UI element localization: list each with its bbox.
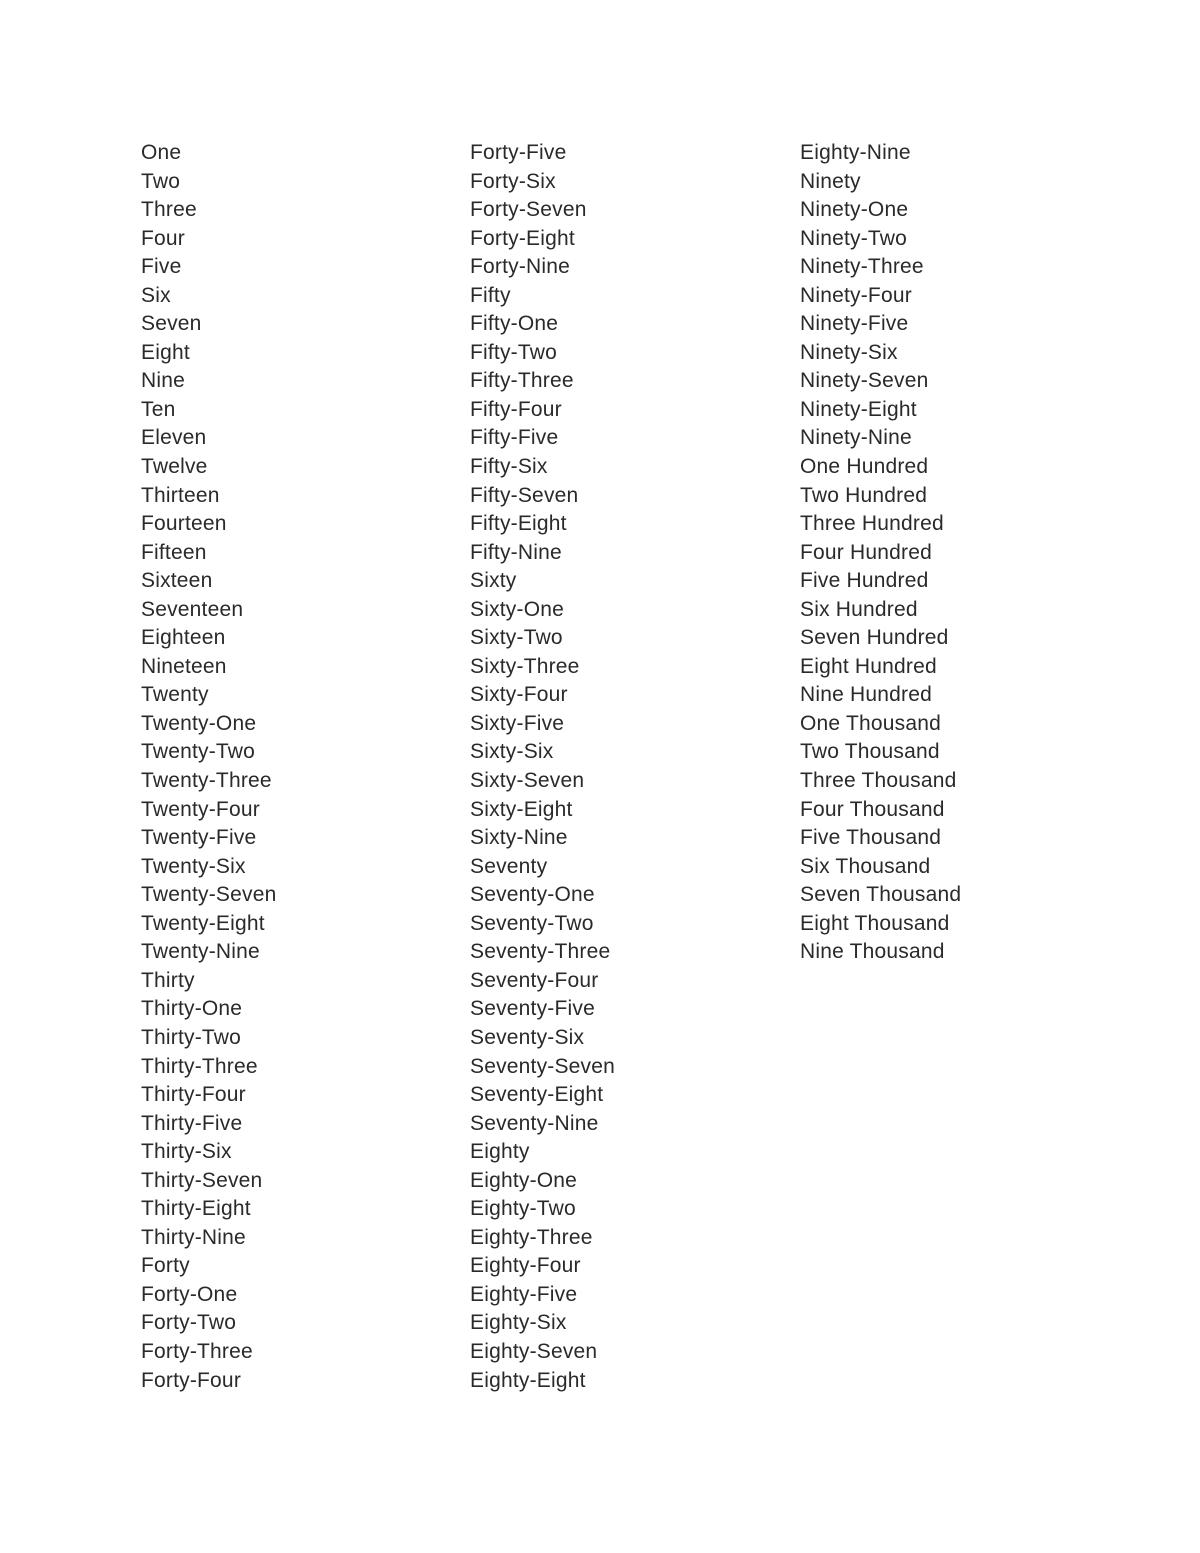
list-item: Three Hundred bbox=[800, 512, 944, 536]
list-item: Seventy-Seven bbox=[470, 1054, 616, 1078]
list-item: Ninety bbox=[800, 169, 861, 193]
list-item: Eight Hundred bbox=[800, 654, 937, 678]
list-item: Seventy-Five bbox=[470, 997, 595, 1021]
list-item: Three Thousand bbox=[800, 769, 957, 793]
list-item: Fifteen bbox=[141, 540, 207, 564]
list-item: Eighty-Two bbox=[470, 1197, 576, 1221]
word-list-column-1 bbox=[141, 139, 276, 1395]
list-item: Sixty-Seven bbox=[470, 769, 585, 793]
list-item: Ninety-Eight bbox=[800, 397, 917, 421]
list-item: Seventy-Eight bbox=[470, 1083, 604, 1107]
list-item: Forty-One bbox=[141, 1282, 238, 1306]
list-item: Forty-Seven bbox=[470, 198, 587, 222]
list-item: Fifty bbox=[470, 283, 511, 307]
list-item: Fifty-Three bbox=[470, 369, 574, 393]
list-item: Twenty-Six bbox=[141, 854, 246, 878]
list-item: Nine bbox=[141, 369, 185, 393]
list-item: One bbox=[141, 141, 182, 164]
list-item: Thirty-Eight bbox=[141, 1197, 251, 1221]
list-item: Seventy-Three bbox=[470, 940, 611, 964]
list-item: Six Hundred bbox=[800, 597, 918, 621]
list-item: Sixty-Eight bbox=[470, 797, 573, 821]
list-item: Twenty-Eight bbox=[141, 911, 265, 935]
list-item: Forty-Eight bbox=[470, 226, 575, 250]
list-item: Ninety-Nine bbox=[800, 426, 912, 450]
list-item: Twenty-Five bbox=[141, 826, 257, 850]
list-item: Nine Hundred bbox=[800, 683, 932, 707]
list-item: Twenty-One bbox=[141, 711, 257, 735]
list-item: Seventeen bbox=[141, 597, 244, 621]
list-item: Two bbox=[141, 169, 181, 193]
list-item: Seventy bbox=[470, 854, 548, 878]
list-item: Forty-Two bbox=[141, 1311, 237, 1335]
list-item: Thirty-Five bbox=[141, 1111, 243, 1135]
list-item: Forty-Three bbox=[141, 1339, 253, 1363]
list-item: Seven bbox=[141, 312, 202, 336]
list-item: Sixty-Nine bbox=[470, 826, 568, 850]
list-item: Seventy-Four bbox=[470, 968, 599, 992]
list-item: Sixty-Four bbox=[470, 683, 568, 707]
word-list-column-3 bbox=[800, 139, 961, 967]
list-item: Ten bbox=[141, 397, 176, 421]
list-item: Fourteen bbox=[141, 512, 227, 536]
list-item: Twenty-Two bbox=[141, 740, 256, 764]
list-item: Eleven bbox=[141, 426, 207, 450]
list-item: Seventy-One bbox=[470, 883, 595, 907]
list-item: Fifty-Two bbox=[470, 340, 557, 364]
list-item: Ninety-Five bbox=[800, 312, 909, 336]
list-item: Sixty-Five bbox=[470, 711, 565, 735]
list-item: Eighty-Six bbox=[470, 1311, 567, 1335]
list-item: Thirty-Six bbox=[141, 1140, 232, 1164]
list-item: Nineteen bbox=[141, 654, 227, 678]
list-item: Thirteen bbox=[141, 483, 220, 507]
list-item: Twelve bbox=[141, 455, 208, 479]
list-item: Forty-Six bbox=[470, 169, 556, 193]
list-item: Thirty-One bbox=[141, 997, 243, 1021]
list-item: Ninety-Seven bbox=[800, 369, 929, 393]
list-item: Four Thousand bbox=[800, 797, 945, 821]
list-item: Thirty-Seven bbox=[141, 1168, 263, 1192]
list-item: Five Hundred bbox=[800, 569, 929, 593]
list-item: Eighteen bbox=[141, 626, 226, 650]
list-item: Ninety-Six bbox=[800, 340, 898, 364]
list-item: Twenty-Seven bbox=[141, 883, 277, 907]
list-item: Ninety-Two bbox=[800, 226, 908, 250]
list-item: Forty-Nine bbox=[470, 255, 571, 279]
list-item: Thirty-Two bbox=[141, 1025, 242, 1049]
list-item: Four Hundred bbox=[800, 540, 932, 564]
list-item: Ninety-One bbox=[800, 198, 909, 222]
list-item: Eighty-Five bbox=[470, 1282, 578, 1306]
list-item: Sixty bbox=[470, 569, 517, 593]
list-item: Seventy-Two bbox=[470, 911, 594, 935]
list-item: Three bbox=[141, 198, 197, 222]
list-item: Eighty-Three bbox=[470, 1225, 593, 1249]
list-item: Nine Thousand bbox=[800, 940, 945, 964]
list-item: Thirty-Nine bbox=[141, 1225, 246, 1249]
list-item: Eighty-Seven bbox=[470, 1339, 598, 1363]
list-item: Two Thousand bbox=[800, 740, 940, 764]
list-item: Eighty-One bbox=[470, 1168, 578, 1192]
list-item: Eighty-Eight bbox=[470, 1368, 586, 1392]
list-item: Four bbox=[141, 226, 185, 250]
list-item: Ninety-Four bbox=[800, 283, 912, 307]
list-item: Twenty bbox=[141, 683, 209, 707]
list-item: One Thousand bbox=[800, 711, 941, 735]
list-item: Sixty-Six bbox=[470, 740, 554, 764]
list-item: Fifty-Four bbox=[470, 397, 562, 421]
list-item: Thirty-Four bbox=[141, 1083, 246, 1107]
list-item: Eighty-Four bbox=[470, 1254, 581, 1278]
list-item: Sixty-One bbox=[470, 597, 564, 621]
list-item: Twenty-Four bbox=[141, 797, 260, 821]
list-item: Forty bbox=[141, 1254, 190, 1278]
list-item: Five Thousand bbox=[800, 826, 942, 850]
list-item: Eighty bbox=[470, 1140, 530, 1164]
list-item: Twenty-Nine bbox=[141, 940, 260, 964]
list-item: Fifty-One bbox=[470, 312, 559, 336]
list-item: Seven Hundred bbox=[800, 626, 949, 650]
list-item: Ninety-Three bbox=[800, 255, 924, 279]
list-item: Twenty-Three bbox=[141, 769, 272, 793]
word-list-column-2 bbox=[470, 139, 615, 1395]
list-item: One Hundred bbox=[800, 455, 929, 479]
list-item: Forty-Five bbox=[470, 141, 567, 164]
list-item: Sixty-Two bbox=[470, 626, 563, 650]
list-item: Fifty-Five bbox=[470, 426, 559, 450]
list-item: Eighty-Nine bbox=[800, 141, 911, 164]
list-item: Eight Thousand bbox=[800, 911, 950, 935]
list-item: Sixteen bbox=[141, 569, 213, 593]
list-item: Fifty-Six bbox=[470, 455, 548, 479]
list-item: Fifty-Nine bbox=[470, 540, 562, 564]
list-item: Six Thousand bbox=[800, 854, 931, 878]
list-item: Seventy-Nine bbox=[470, 1111, 599, 1135]
list-item: Thirty-Three bbox=[141, 1054, 258, 1078]
list-item: Fifty-Seven bbox=[470, 483, 579, 507]
list-item: Six bbox=[141, 283, 171, 307]
list-item: Two Hundred bbox=[800, 483, 928, 507]
list-item: Seventy-Six bbox=[470, 1025, 585, 1049]
list-item: Eight bbox=[141, 340, 190, 364]
list-item: Sixty-Three bbox=[470, 654, 580, 678]
list-item: Five bbox=[141, 255, 182, 279]
list-item: Seven Thousand bbox=[800, 883, 962, 907]
list-item: Forty-Four bbox=[141, 1368, 242, 1392]
list-item: Fifty-Eight bbox=[470, 512, 567, 536]
list-item: Thirty bbox=[141, 968, 195, 992]
